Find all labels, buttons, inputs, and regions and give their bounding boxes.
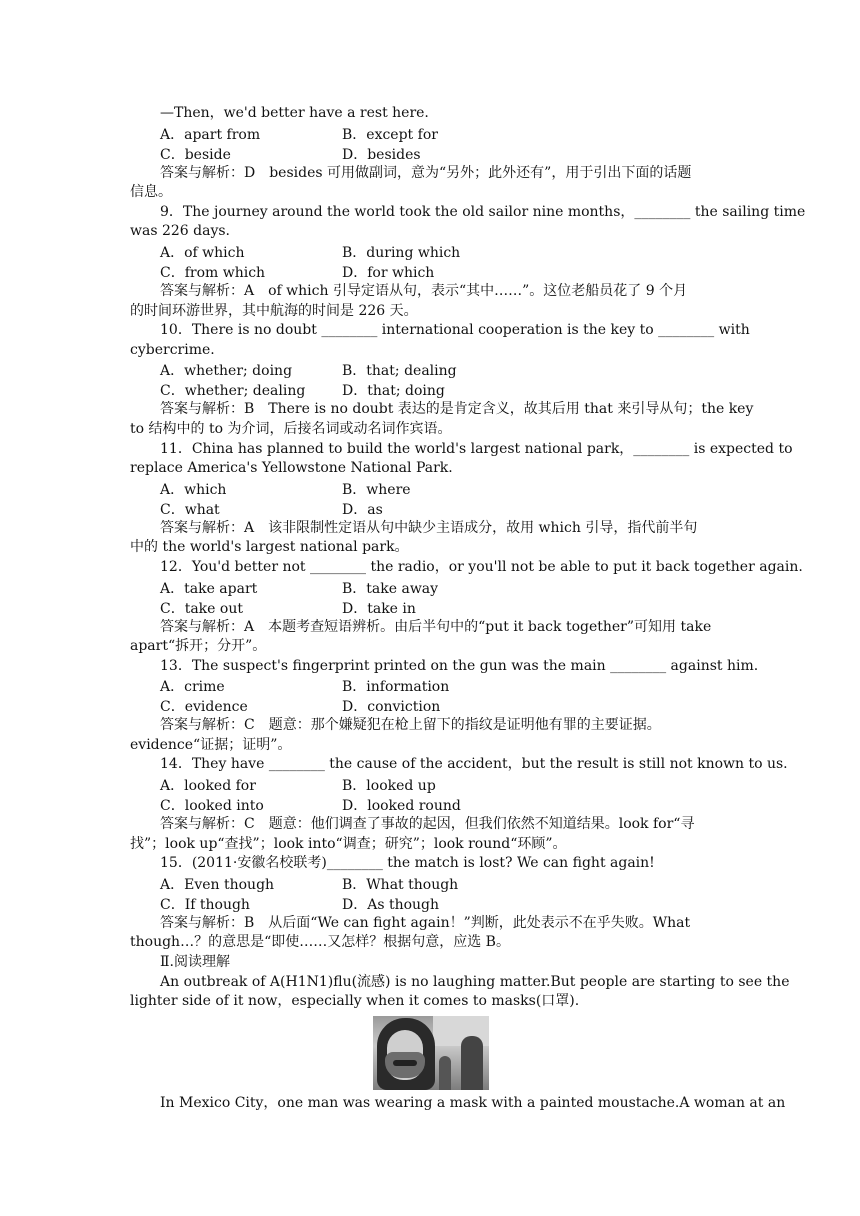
passage-line: In Mexico City，one man was wearing a mask with a painted moustache.A woman at an: [160, 1094, 786, 1111]
answer-explanation-cont: evidence“证据；证明”。: [130, 736, 292, 753]
option-a: A．of which: [160, 244, 245, 261]
option-row: [130, 795, 732, 815]
option-a: A．which: [160, 481, 227, 498]
answer-explanation: 答案与解析：B There is no doubt 表达的是肯定含义，故其后用 that 来引导从句；the key: [160, 401, 754, 418]
option-a: A．Even though: [160, 876, 275, 893]
option-row: [130, 598, 732, 618]
option-row: [130, 380, 732, 400]
option-b: B．except for: [342, 126, 438, 143]
dialogue-line: —Then，we'd better have a rest here.: [160, 105, 429, 121]
option-row: [130, 144, 732, 164]
answer-explanation: 答案与解析：C 题意：那个嫌疑犯在枪上留下的指纹是证明他有罪的主要证据。: [160, 717, 661, 734]
option-c: C．take out: [160, 600, 243, 617]
answer-explanation-cont: 信息。: [130, 184, 172, 201]
option-d: D．as: [342, 501, 383, 518]
option-row: [130, 499, 732, 519]
option-row: [130, 874, 732, 894]
option-row: [130, 578, 732, 598]
option-c: C．looked into: [160, 798, 264, 815]
masked-woman-photo: [373, 1016, 489, 1090]
question-10: 10．There is no doubt ________ international cooperation is the key to ________ with: [160, 322, 750, 339]
photo-container: [130, 1012, 732, 1094]
option-row: [130, 676, 732, 696]
option-d: D．that; doing: [342, 383, 445, 400]
option-a: A．apart from: [160, 126, 261, 143]
section-heading: Ⅱ.阅读理解: [160, 954, 230, 971]
answer-explanation-cont: apart“拆开；分开”。: [130, 638, 267, 655]
passage-line: lighter side of it now，especially when it comes to masks(口罩).: [130, 993, 580, 1010]
answer-explanation-cont: 中的 the world's largest national park。: [130, 539, 409, 556]
option-row: [130, 696, 732, 716]
option-a: A．take apart: [160, 580, 258, 597]
answer-explanation: 答案与解析：A of which 引导定语从句，表示“其中……”。这位老船员花了 9 个月: [160, 282, 688, 299]
option-a: A．whether; doing: [160, 363, 293, 380]
option-c: C．evidence: [160, 699, 248, 716]
answer-explanation-cont: though…？的意思是“即使……又怎样？根据句意，应选 B。: [130, 934, 510, 951]
option-b: B．during which: [342, 244, 461, 261]
option-row: [130, 124, 732, 144]
question-9-cont: was 226 days.: [130, 223, 230, 240]
answer-explanation: 答案与解析：D besides 可用做副词，意为“另外；此外还有”，用于引出下面的话题: [160, 164, 692, 181]
answer-explanation-cont: to 结构中的 to 为介词，后接名词或动名词作宾语。: [130, 420, 452, 437]
option-row: [130, 242, 732, 262]
option-c: C．If though: [160, 896, 250, 913]
question-11-cont: replace America's Yellowstone National Park.: [130, 460, 453, 477]
option-row: [130, 479, 732, 499]
option-b: B．take away: [342, 580, 439, 597]
option-d: D．conviction: [342, 699, 441, 716]
option-d: D．for which: [342, 264, 435, 281]
option-row: [130, 262, 732, 282]
option-c: C．beside: [160, 146, 231, 163]
option-b: B．that; dealing: [342, 363, 457, 380]
option-b: B．where: [342, 481, 411, 498]
document-page: [130, 104, 806, 1113]
answer-explanation: 答案与解析：B 从后面“We can fight again！”判断，此处表示不在乎失败。What: [160, 914, 691, 931]
answer-explanation: 答案与解析：A 该非限制性定语从句中缺少主语成分，故用 which 引导，指代前半句: [160, 519, 698, 536]
option-b: B．looked up: [342, 778, 436, 795]
option-d: D．take in: [342, 600, 416, 617]
option-d: D．looked round: [342, 798, 461, 815]
question-9: 9．The journey around the world took the old sailor nine months，________ the sailing time: [160, 203, 806, 220]
answer-explanation-cont: 找”；look up“查找”；look into“调查；研究”；look round“环顾”。: [130, 835, 567, 852]
option-a: A．crime: [160, 679, 225, 696]
option-d: D．besides: [342, 146, 421, 163]
answer-explanation: 答案与解析：C 题意：他们调查了事故的起因，但我们依然不知道结果。look for“寻: [160, 816, 695, 833]
question-10-cont: cybercrime.: [130, 341, 215, 358]
option-row: [130, 894, 732, 914]
question-11: 11．China has planned to build the world's largest national park，________ is expected to: [160, 440, 793, 457]
answer-explanation-cont: 的时间环游世界，其中航海的时间是 226 天。: [130, 302, 418, 319]
option-row: [130, 360, 732, 380]
question-13: 13．The suspect's fingerprint printed on the gun was the main ________ against him.: [160, 657, 759, 674]
question-15: 15．(2011·安徽名校联考)________ the match is lost? We can fight again!: [160, 855, 655, 872]
option-b: B．What though: [342, 876, 459, 893]
answer-explanation: 答案与解析：A 本题考查短语辨析。由后半句中的“put it back together”可知用 take: [160, 618, 712, 635]
question-14: 14．They have ________ the cause of the accident，but the result is still not known to us.: [160, 756, 788, 773]
option-b: B．information: [342, 679, 450, 696]
option-d: D．As though: [342, 896, 440, 913]
question-12: 12．You'd better not ________ the radio，or you'll not be able to put it back together again.: [160, 558, 803, 575]
option-c: C．from which: [160, 264, 266, 281]
option-c: C．whether; dealing: [160, 383, 306, 400]
option-c: C．what: [160, 501, 220, 518]
passage-line: An outbreak of A(H1N1)flu(流感) is no laughing matter.But people are starting to see the: [160, 973, 790, 990]
option-a: A．looked for: [160, 778, 256, 795]
option-row: [130, 775, 732, 795]
